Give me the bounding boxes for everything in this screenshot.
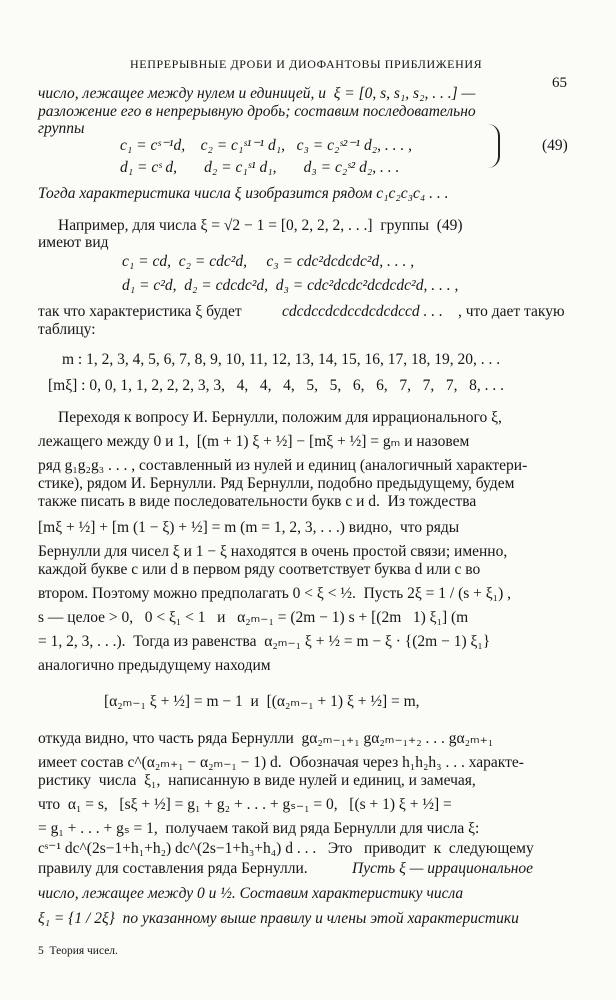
text-segment: втором. Поэтому можно предполагать 0 < ξ < ½. Пусть 2ξ = 1 / (s + ξ₁) , (38, 585, 511, 602)
text-line (0, 633, 616, 650)
text-line (0, 303, 616, 320)
text-line (0, 561, 616, 578)
text-segment: d₁ = c²d, d₂ = cdcdc²d, d₃ = cdc²dcdc²dcdcdc²d, . . . , (122, 277, 459, 294)
text-segment: Бернулли для чисел ξ и 1 − ξ находятся в очень простой связи; именно, (38, 543, 508, 560)
text-line (0, 754, 616, 771)
text-segment: , что дает такую (458, 303, 565, 320)
text-line (0, 693, 616, 710)
text-line (0, 377, 616, 394)
text-line (0, 234, 616, 251)
text-line (0, 885, 616, 902)
text-segment: ристику числа ξ₁, написанную в виде нулей и единиц, и замечая, (38, 772, 476, 789)
text-segment: каждой букве c или d в первом ряду соответствует буква d или c во (38, 561, 481, 578)
text-line (0, 475, 616, 492)
text-segment: 5 Теория чисел. (38, 945, 118, 957)
running-header (0, 40, 616, 91)
text-line (0, 137, 616, 154)
text-line (0, 253, 616, 270)
text-line (0, 609, 616, 626)
text-line (0, 185, 616, 202)
text-segment: стике), рядом И. Бернулли. Ряд Бернулли, подобно предыдущему, будем (38, 475, 515, 492)
text-segment: [mξ] : 0, 0, 1, 1, 2, 2, 2, 3, 3, 4, 4, 4, 5, 5, 6, 6, 7, 7, 7, 8, . . . (48, 377, 504, 394)
text-segment: cˢ⁻¹ dc^(2s−1+h₁+h₂) dc^(2s−1+h₃+h₄) d . . . Это приводит к следующему (38, 840, 534, 857)
system-brace (488, 124, 500, 168)
text-segment: (49) (542, 137, 568, 154)
text-line (0, 277, 616, 294)
text-segment: cdcdccdcdccdcdcdccd . . . (282, 303, 443, 320)
text-segment: [α₂ₘ₋₁ ξ + ½] = m − 1 и [(α₂ₘ₋₁ + 1) ξ + ½] = m, (104, 693, 420, 710)
text-segment: разложение его в непрерывную дробь; составим последовательно (38, 103, 476, 120)
text-line (0, 457, 616, 474)
text-segment: также писать в виде последовательности букв c и d. Из тождества (38, 493, 477, 510)
text-line (0, 519, 616, 536)
text-line (0, 585, 616, 602)
text-segment: имеют вид (38, 234, 109, 251)
text-segment: ряд g₁g₂g₃ . . . , составленный из нулей и единиц (аналогичный характери- (38, 457, 528, 474)
text-line (0, 910, 616, 927)
text-line (0, 493, 616, 510)
text-line (0, 820, 616, 837)
text-segment: = 1, 2, 3, . . .). Тогда из равенства α₂ₘ₋₁ ξ + ½ = m − ξ · {(2m − 1) ξ₁} (38, 633, 491, 650)
text-segment: = g₁ + . . . + gₛ = 1, получаем такой вид ряда Бернулли для числа ξ: (38, 820, 480, 837)
text-line (0, 433, 616, 450)
text-line (0, 657, 616, 674)
text-segment: правилу для составления ряда Бернулли. (38, 860, 308, 877)
text-segment: Тогда характеристика числа ξ изобразится рядом c₁c₂c₃c₄ . . . (38, 185, 449, 202)
text-line (0, 730, 616, 747)
text-segment: [mξ + ½] + [m (1 − ξ) + ½] = m (m = 1, 2, 3, . . .) видно, что ряды (38, 519, 460, 536)
text-segment: Пусть ξ — иррациональное (352, 860, 534, 877)
text-segment: ξ₁ = {1 / 2ξ} по указанному выше правилу и члены этой характеристики (38, 910, 519, 927)
text-segment: s — целое > 0, 0 < ξ₁ < 1 и α₂ₘ₋₁ = (2m − 1) s + [(2m 1) ξ₁] (m (38, 609, 469, 626)
text-line (0, 945, 616, 957)
text-line (0, 217, 616, 234)
text-segment: Например, для числа ξ = √2 − 1 = [0, 2, 2, 2, . . .] группы (49) (58, 217, 463, 234)
text-segment: откуда видно, что часть ряда Бернулли gα₂ₘ₋₁₊₁ gα₂ₘ₋₁₊₂ . . . gα₂ₘ₊₁ (38, 730, 494, 747)
text-segment: аналогично предыдущему находим (38, 657, 271, 674)
text-line (0, 860, 616, 877)
text-segment: таблицу: (38, 321, 96, 338)
text-segment: имеет состав c^(α₂ₘ₊₁ − α₂ₘ₋₁ − 1) d. Обозначая через h₁h₂h₃ . . . характе- (38, 754, 524, 771)
page-number: 65 (552, 75, 567, 91)
text-line (0, 85, 616, 102)
text-segment: что α₁ = s, [sξ + ½] = g₁ + g₂ + . . . + gₛ₋₁ = 0, [(s + 1) ξ + ½] = (38, 796, 452, 813)
text-segment: так что характеристика ξ будет (38, 303, 242, 320)
text-segment: лежащего между 0 и 1, [(m + 1) ξ + ½] − [mξ + ½] = gₘ и назовем (38, 433, 470, 450)
text-segment: m : 1, 2, 3, 4, 5, 6, 7, 8, 9, 10, 11, 12, 13, 14, 15, 16, 17, 18, 19, 20, . . . (62, 351, 501, 368)
text-line (0, 772, 616, 789)
text-line (0, 159, 616, 176)
text-segment: c₁ = cd, c₂ = cdc²d, c₃ = cdc²dcdcdc²d, . . . , (122, 253, 415, 270)
text-line (0, 796, 616, 813)
header-title: НЕПРЕРЫВНЫЕ ДРОБИ И ДИОФАНТОВЫ ПРИБЛИЖЕНИЯ (130, 57, 483, 71)
text-segment: число, лежащее между 0 и ½. Составим характеристику числа (38, 885, 464, 902)
text-line (0, 351, 616, 368)
text-segment: число, лежащее между нулем и единицей, и ξ = [0, s, s₁, s₂, . . .] — (38, 85, 476, 102)
text-segment: c₁ = cˢ⁻¹d, c₂ = c₁ˢ¹⁻¹ d₁, c₃ = c₂ˢ²⁻¹ d₂, . . . , (120, 137, 412, 154)
text-line (0, 103, 616, 120)
text-segment: группы (38, 120, 85, 137)
text-line (0, 409, 616, 426)
text-segment: Переходя к вопросу И. Бернулли, положим для иррационального ξ, (58, 409, 502, 426)
text-line (0, 321, 616, 338)
text-line (0, 840, 616, 857)
text-line (0, 543, 616, 560)
text-line (0, 120, 616, 137)
text-segment: d₁ = cˢ d, d₂ = c₁ˢ¹ d₁, d₃ = c₂ˢ² d₂, . . . (120, 159, 400, 176)
